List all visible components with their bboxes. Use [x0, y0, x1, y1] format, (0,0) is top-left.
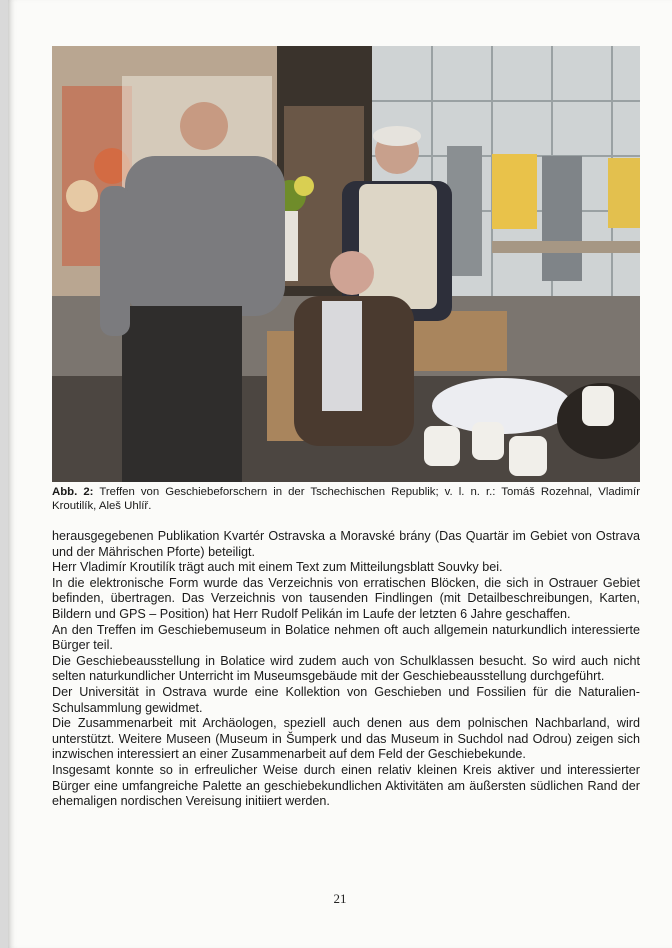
paragraph: herausgegebenen Publikation Kvartér Ostravska a Moravské brány (Das Quartär im Gebiet von Ostrava und der Mährischen Pforte) beteiligt. [52, 529, 640, 559]
figure-caption-label: Abb. 2: [52, 486, 94, 498]
page-number: 21 [333, 891, 347, 906]
figure-caption-text: Treffen von Geschiebeforschern in der Tschechischen Republik; v. l. n. r.: Tomáš Rozehnal, Vladimír Kroutilík, Aleš Uhlíř. [52, 486, 640, 512]
paragraph: Die Geschiebeausstellung in Bolatice wird zudem auch von Schulklassen besucht. So wird auch nicht selten naturkundlicher Unterricht im Museumsgebäude mit der Geschiebeausstellung durchgeführt. [52, 653, 640, 684]
body-text [52, 529, 640, 810]
photo-illustration [52, 46, 640, 482]
figure-caption [52, 486, 640, 513]
paragraph: An den Treffen im Geschiebemuseum in Bolatice nehmen oft auch allgemein naturkundlich interessierte Bürger teil. [52, 622, 640, 653]
meeting-photograph [52, 46, 640, 482]
paragraph: Herr Vladimír Kroutilík trägt auch mit einem Text zum Mitteilungsblatt Souvky bei. [52, 560, 503, 575]
document-page [8, 0, 672, 948]
paragraph: Insgesamt konnte so in erfreulicher Weise durch einen relativ kleinen Kreis aktiver und interessierter Bürger eine umfangreiche Palette an geschiebekundlichen Aktivitäten am äußersten südlichen Rand der ehemaligen nordischen Vereisung initiiert werden. [52, 762, 640, 809]
paragraph: Der Universität in Ostrava wurde eine Kollektion von Geschieben und Fossilien für die Naturalien-Schulsammlung gewidmet. [52, 684, 640, 715]
paragraph: Die Zusammenarbeit mit Archäologen, speziell auch denen aus dem polnischen Nachbarland, wird unterstützt. Weitere Museen (Museum in Šumperk und das Museum in Suchdol nad Odrou) zeigen sich inzwischen interessiert an einer Zusammenarbeit auf dem Feld der Geschiebekunde. [52, 716, 640, 762]
paragraph: In die elektronische Form wurde das Verzeichnis von erratischen Blöcken, die sich in Ostrauer Gebiet befinden, übertragen. Das Verzeichnis von tausenden Findlingen (mit Detailbeschreibungen, Karten, Bildern und GPS – Position) hat Herr Rudolf Pelikán im Laufe der letzten 6 Jahre geschaffen. [52, 575, 640, 621]
